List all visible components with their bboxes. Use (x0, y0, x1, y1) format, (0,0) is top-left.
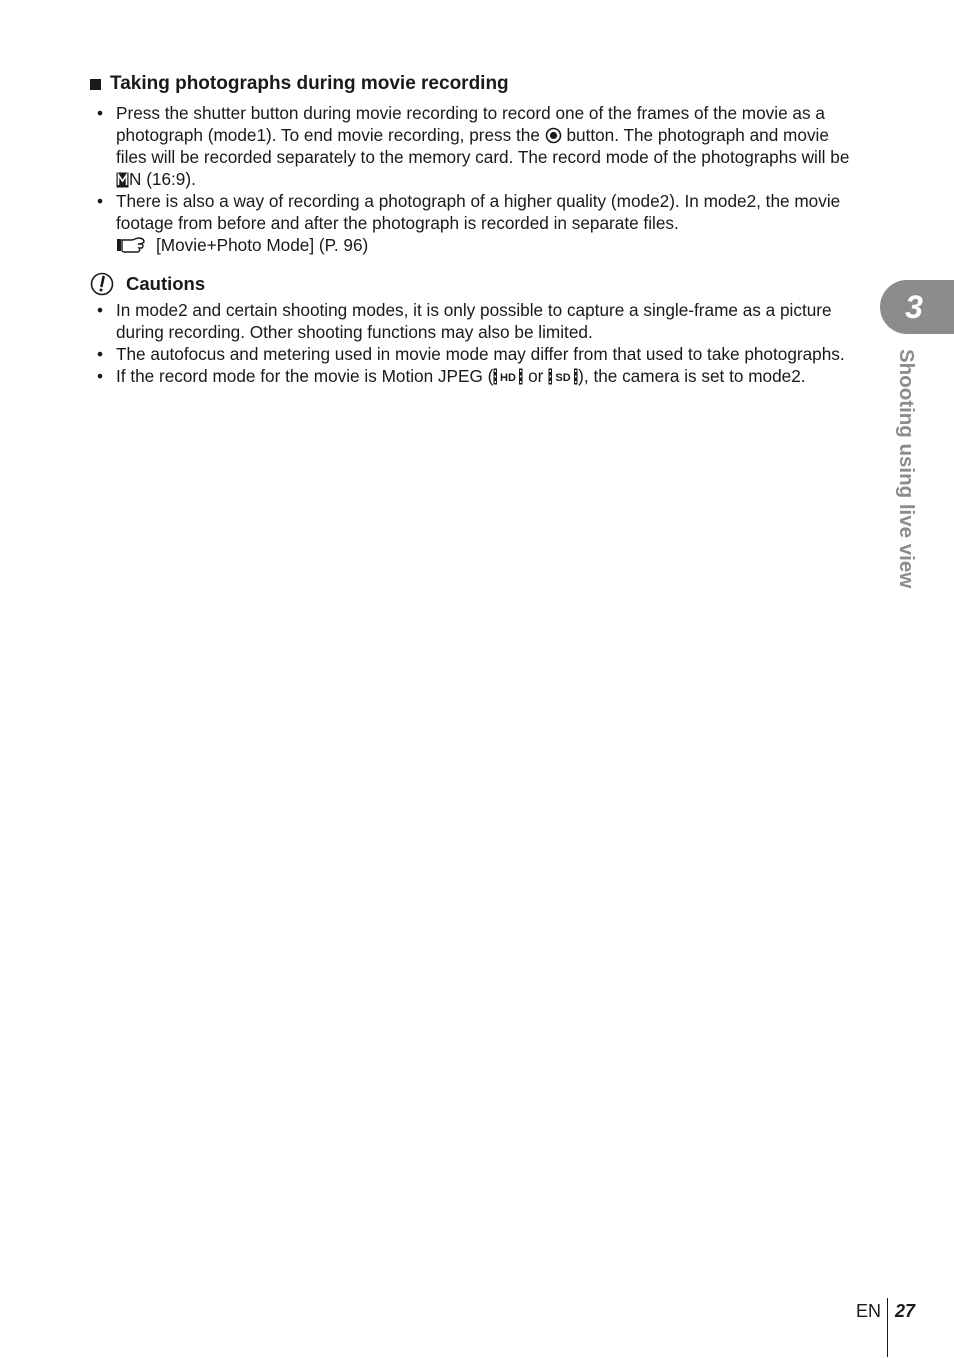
section-title: Taking photographs during movie recording (110, 73, 509, 94)
section-taking-photos (90, 73, 860, 256)
footer-divider (887, 1298, 888, 1357)
bullet-text: or (523, 366, 549, 386)
svg-text:HD: HD (500, 372, 517, 384)
bullet-list (90, 102, 860, 256)
bullet-text: ), the camera is set to mode2. (578, 366, 806, 386)
movie-hd-icon (493, 368, 523, 385)
record-button-icon (545, 127, 562, 144)
reference-text[interactable]: [Movie+Photo Mode] (P. 96) (156, 235, 369, 255)
chapter-number: 3 (905, 289, 923, 325)
section-heading (90, 73, 860, 95)
bullet-text: button. The photograph and movie files will be recorded separately to the memory card. The record mode of the photographs will be (116, 125, 850, 167)
cautions-title: Cautions (126, 273, 206, 294)
svg-text:SD: SD (555, 372, 571, 384)
cautions-list (90, 299, 860, 387)
list-item: • The autofocus and metering used in movie mode may differ from that used to take photographs. (90, 343, 860, 365)
image-size-m-icon (116, 172, 129, 188)
cautions-heading (90, 272, 860, 296)
section-cautions (90, 272, 860, 387)
chapter-tab (880, 280, 954, 334)
list-item (90, 190, 860, 256)
caution-exclamation-icon (90, 272, 114, 296)
bullet-text: N (16:9). (129, 169, 196, 189)
square-bullet-icon (90, 79, 101, 90)
language-code: EN (856, 1301, 882, 1321)
bullet-text: If the record mode for the movie is Motion JPEG ( (116, 366, 494, 386)
list-item: • In mode2 and certain shooting modes, it is only possible to capture a single-frame as a picture during recording. Other shooting functions may also be limited. (90, 299, 860, 343)
chapter-label: Shooting using live view (895, 349, 918, 589)
list-item (90, 365, 860, 387)
movie-sd-icon (548, 368, 578, 385)
bullet-text: Press the shutter button during movie recording to record one of the frames of the movie as a photograph (mode1). To end movie recording, press the (116, 103, 825, 145)
list-item (90, 102, 860, 190)
reference-hand-icon (116, 236, 146, 254)
page-number: 27 (895, 1301, 916, 1321)
bullet-text: There is also a way of recording a photograph of a higher quality (mode2). In mode2, the movie footage from before and after the photograph is recorded in separate files. (116, 191, 841, 233)
reference-line (116, 234, 860, 256)
